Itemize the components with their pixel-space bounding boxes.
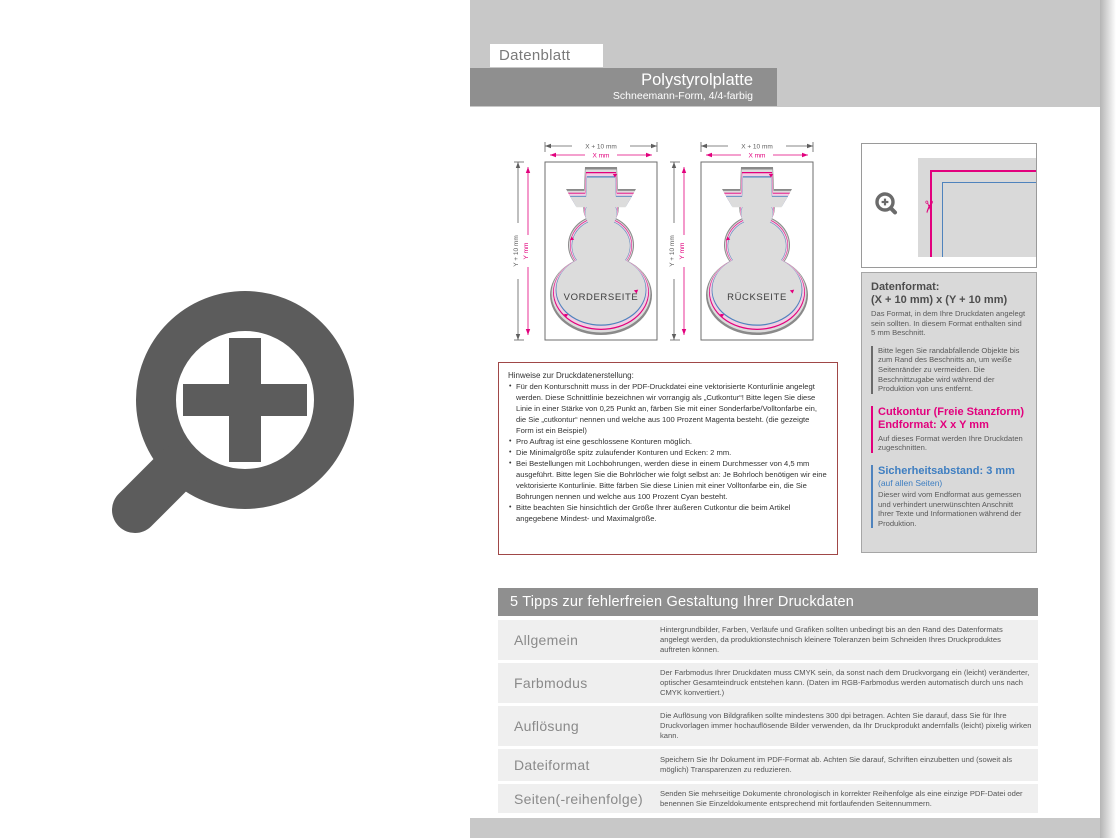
tips-header: 5 Tipps zur fehlerfreien Gestaltung Ihrer Druckdaten — [498, 588, 1038, 616]
datenblatt-tab-label: Datenblatt — [499, 47, 571, 64]
dim-x-inner-label: X mm — [592, 152, 610, 160]
datenformat-title: Datenformat: — [871, 281, 940, 293]
product-subtitle: Schneemann-Form, 4/4-farbig — [612, 90, 753, 102]
product-title: Polystyrolplatte — [641, 71, 753, 89]
tips-row-allgemein — [498, 620, 1038, 660]
datasheet-page — [470, 0, 1100, 838]
hinweise-title: Hinweise zur Druckdatenerstellung: — [508, 371, 634, 380]
tips-row-text: Speichern Sie Ihr Dokument im PDF-Format ab. Achten Sie darauf, Schriften einzubetten und (soweit als möglich) Transparenzen zu reduzieren. — [660, 755, 1013, 774]
snowman-shape — [550, 167, 652, 335]
hinweise-bullet: • Bei Bestellungen mit Lochbohrungen, werden diese in einem Durchmesser von 4,5 mm ausgeführt. Bitte legen Sie die Bohrlöcher wie folgt selbst an: Je Bohrloch benötigen wir eine vektorisierte Konturlinie. Bitte färben Sie diese Linien mit einer Volltonfarbe ein, die Sie Bohrungen nennen und welche aus 100 Prozent Cyan besteht. — [508, 458, 828, 502]
tips-row-label: Seiten(-reihenfolge) — [514, 790, 643, 807]
bleed-note: Bitte legen Sie randabfallende Objekte bis zum Rand des Beschnitts an, um weiße Seitenränder zu vermeiden. Die Beschnittzugabe wird während der Produktion von uns entfernt. — [871, 346, 1027, 394]
snowman-shape — [706, 167, 808, 335]
tips-row-text: Der Farbmodus Ihrer Druckdaten muss CMYK sein, da sonst nach dem Druckvorgang ein (leicht) veränderter, optischer Gesamteindruck entstehen kann. (Daten im RGB-Farbmodus werden automatisch durch uns nach CMYK konvertiert.) — [660, 668, 1030, 697]
magnifier-small-icon — [872, 190, 900, 218]
tips-row-aufloesung — [498, 706, 1038, 746]
tips-row-dateiformat — [498, 749, 1038, 781]
tips-row-label: Allgemein — [514, 632, 579, 648]
hinweise-bullet: • Bitte beachten Sie hinsichtlich der Größe Ihrer äußeren Cutkontur die beim Artikel angegebene Mindest- und Maximalgröße. — [508, 502, 828, 524]
hinweise-box — [498, 362, 838, 555]
dim-y-outer-label: Y + 10 mm — [513, 235, 520, 267]
front-diagram — [512, 140, 662, 350]
tips-row-farbmodus — [498, 663, 1038, 703]
cutkontur-subtitle: Endformat: X x Y mm — [878, 418, 989, 431]
tips-row-text: Hintergrundbilder, Farben, Verläufe und Grafiken sollten unbedingt bis an den Rand des Datenformats angelegt werden, da produktionstechnisch kleinere Toleranzen beim Schneiden Ihres Druckproduktes auftreten können. — [660, 625, 1003, 654]
tips-row-text: Die Auflösung von Bildgrafiken sollte mindestens 300 dpi betragen. Achten Sie darauf, dass Sie für Ihre Druckvorlagen immer hochauflösende Bilder verwenden, da Ihr Druckprodukt andernfalls (leicht) pixelig wirken kann. — [660, 711, 1032, 740]
hinweise-bullet: • Die Minimalgröße spitz zulaufender Konturen und Ecken: 2 mm. — [508, 447, 828, 458]
dim-y-outer-label: Y + 10 mm — [669, 235, 676, 267]
hinweise-bullet: • Für den Konturschnitt muss in der PDF-Druckdatei eine vektorisierte Konturlinie angelegt werden. Diese Schnittlinie bezeichnen wir vorrangig als „Cutkontur“! Bitte legen Sie diese Linie in einer Stärke von 0,25 Punkt an, färben Sie mit einer Sonderfarbe/Volltonfarbe ein, die Sie „cutkontur“ nennen und welche aus 100 Prozent Magenta besteht. (die gezeigte Form ist ein Beispiel) — [508, 381, 828, 436]
safety-subtitle: (auf allen Seiten) — [878, 477, 943, 488]
zoom-plus-icon — [103, 283, 361, 571]
front-side-label: VORDERSEITE — [563, 292, 639, 303]
datenformat-formula: (X + 10 mm) x (Y + 10 mm) — [871, 294, 1008, 306]
cutkontur-title: Cutkontur (Freie Stanzform) — [878, 405, 1025, 418]
dim-x-outer-label: X + 10 mm — [741, 143, 773, 151]
tips-row-label: Dateiformat — [514, 757, 590, 773]
dim-y-inner-label: Y mm — [679, 242, 686, 260]
tips-row-seiten — [498, 784, 1038, 813]
hinweise-bullet: • Pro Auftrag ist eine geschlossene Konturen möglich. — [508, 436, 828, 447]
cutkontur-text: Auf dieses Format werden Ihre Druckdaten zugeschnitten. — [878, 433, 1023, 453]
dim-y-inner-label: Y mm — [523, 242, 530, 260]
format-info-panel — [861, 272, 1037, 553]
cutkontur-section — [871, 406, 1027, 453]
corner-zoom-illustration — [861, 143, 1037, 268]
dim-x-outer-label: X + 10 mm — [585, 143, 617, 151]
safety-title: Sicherheitsabstand: 3 mm — [878, 464, 1015, 477]
product-title-band — [470, 68, 777, 106]
datenblatt-tab — [490, 44, 603, 67]
safety-section — [871, 465, 1027, 528]
scissors-icon: ✂ — [919, 199, 939, 215]
tips-row-label: Auflösung — [514, 718, 579, 734]
tips-row-text: Senden Sie mehrseitige Dokumente chronologisch in korrekter Reihenfolge als eine einzige PDF-Datei oder benennen Sie Einzeldokumente entsprechend mit fortlaufenden Seitennummern. — [660, 788, 1023, 808]
footer-gray-band — [470, 818, 1100, 838]
tips-row-label: Farbmodus — [514, 675, 588, 691]
back-diagram — [668, 140, 818, 350]
back-side-label: RÜCKSEITE — [727, 292, 787, 303]
page-shadow — [1100, 0, 1116, 838]
safety-text: Dieser wird vom Endformat aus gemessen und verhindert unerwünschten Anschnitt Ihrer Texte und Informationen während der Produktion. — [878, 489, 1022, 528]
dim-x-inner-label: X mm — [748, 152, 766, 160]
safetyline-corner — [942, 182, 1036, 257]
datenformat-text: Das Format, in dem Ihre Druckdaten angelegt sein sollten. In diesem Format enthalten sind 5 mm Beschnitt. — [871, 309, 1026, 338]
